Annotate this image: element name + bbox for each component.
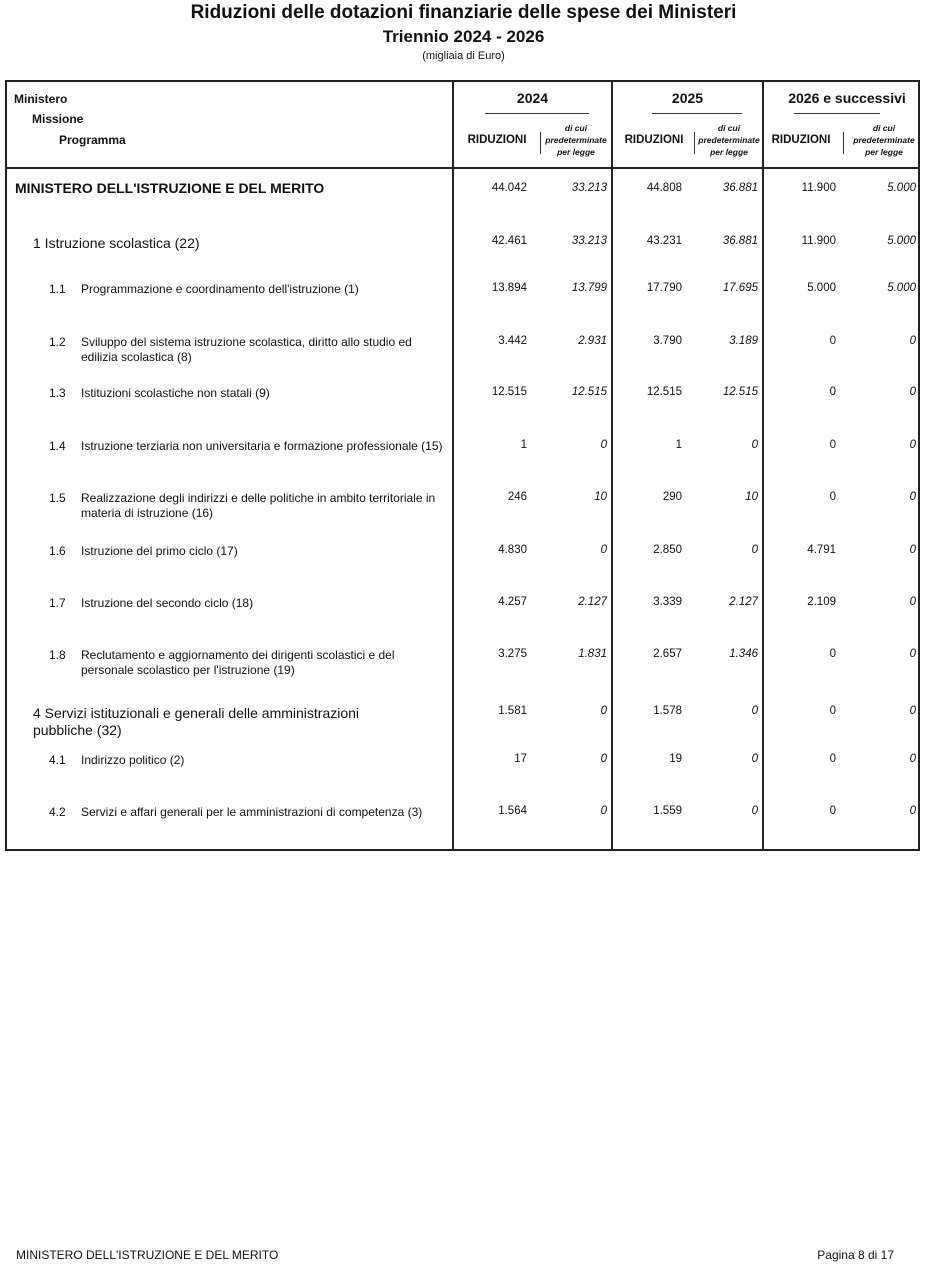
header-riduzioni-2026: RIDUZIONI <box>771 134 831 146</box>
table-cell-value: 0 <box>909 648 916 660</box>
table-cell-value: 0 <box>751 544 758 556</box>
unit-note: (migliaia di Euro) <box>422 50 505 62</box>
col-divider <box>611 82 613 849</box>
table-cell-value: 42.461 <box>491 235 527 247</box>
programma-description: Programmazione e coordinamento dell'istruzione (1) <box>81 282 359 296</box>
table-cell-value: 3.189 <box>729 335 758 347</box>
table-cell-value: 0 <box>909 596 916 608</box>
table-cell-value: 2.931 <box>578 335 607 347</box>
programma-description: Servizi e affari generali per le amministrazioni di competenza (3) <box>81 805 423 819</box>
table-cell-value: 36.881 <box>722 235 758 247</box>
table-cell-value: 0 <box>600 705 607 717</box>
programma-description: Realizzazione degli indirizzi e delle politiche in ambito territoriale in materia di istruzione (16) <box>81 491 436 520</box>
table-cell-value: 4.830 <box>498 544 527 556</box>
year-2026: 2026 e successivi <box>788 90 906 106</box>
table-cell-value: 11.900 <box>801 235 836 247</box>
table-cell-value: 0 <box>909 753 916 765</box>
programma-code: 1.8 <box>49 648 66 662</box>
table-cell-value: 4.257 <box>498 596 527 608</box>
table-cell-value: 290 <box>662 491 682 503</box>
header-tick <box>843 132 844 154</box>
programma-code: 1.1 <box>49 282 66 296</box>
table-cell-value: 0 <box>909 544 916 556</box>
table-cell-value: 1.581 <box>498 705 527 717</box>
year-2024: 2024 <box>516 90 549 106</box>
table-cell-value: 33.213 <box>571 182 607 194</box>
table-cell-value: 0 <box>751 753 758 765</box>
header-dicui-2025: di cui predeterminate per legge <box>698 123 760 157</box>
table-cell-value: 5.000 <box>887 282 916 294</box>
programma-code: 4.1 <box>49 753 66 767</box>
table-cell-value: 0 <box>600 805 607 817</box>
table-cell-value: 5.000 <box>887 235 916 247</box>
table-cell-value: 1.578 <box>653 705 682 717</box>
table-cell-value: 0 <box>829 805 836 817</box>
programma-description: Istruzione terziaria non universitaria e formazione professionale (15) <box>81 439 443 453</box>
table-cell-value: 0 <box>909 335 916 347</box>
table-cell-value: 0 <box>909 491 916 503</box>
header-programma: Programma <box>59 133 126 147</box>
year-underline <box>485 113 589 114</box>
table-cell-value: 0 <box>909 439 916 451</box>
table-cell-value: 11.900 <box>801 182 836 194</box>
table-cell-value: 13.894 <box>491 282 527 294</box>
table-cell-value: 1.564 <box>498 805 527 817</box>
header-missione: Missione <box>32 112 84 126</box>
programma-description: Istruzione del primo ciclo (17) <box>81 544 238 558</box>
table-cell-value: 12.515 <box>722 386 758 398</box>
table-cell-value: 2.657 <box>653 648 682 660</box>
table-cell-value: 13.799 <box>571 282 607 294</box>
table-cell-value: 19 <box>669 753 682 765</box>
table-cell-value: 0 <box>600 439 607 451</box>
programma-code: 4.2 <box>49 805 66 819</box>
table-cell-value: 0 <box>909 805 916 817</box>
table-cell-value: 0 <box>600 544 607 556</box>
table-cell-value: 10 <box>745 491 758 503</box>
table-cell-value: 2.850 <box>653 544 682 556</box>
table-cell-value: 3.339 <box>653 596 682 608</box>
programma-code: 1.7 <box>49 596 66 610</box>
footer-ministry: MINISTERO DELL'ISTRUZIONE E DEL MERITO <box>16 1248 279 1262</box>
table-cell-value: 17.695 <box>722 282 758 294</box>
programma-description: Sviluppo del sistema istruzione scolastica, diritto allo studio ed edilizia scolastica (8) <box>81 335 412 364</box>
table-cell-value: 5.000 <box>807 282 836 294</box>
programma-description: Indirizzo politico (2) <box>81 753 185 767</box>
page-title: Riduzioni delle dotazioni finanziarie delle spese dei Ministeri <box>190 2 737 23</box>
table-cell-value: 33.213 <box>571 235 607 247</box>
table-cell-value: 0 <box>829 753 836 765</box>
programma-code: 1.6 <box>49 544 66 558</box>
table-cell-value: 0 <box>829 705 836 717</box>
table-cell-value: 17.790 <box>646 282 682 294</box>
table-cell-value: 4.791 <box>807 544 836 556</box>
table-cell-value: 3.442 <box>498 335 527 347</box>
table-cell-value: 1 <box>675 439 682 451</box>
table-cell-value: 10 <box>594 491 607 503</box>
table-cell-value: 0 <box>829 491 836 503</box>
programma-description: Reclutamento e aggiornamento dei dirigenti scolastici e del personale scolastico per l'istruzione (19) <box>81 648 395 677</box>
reductions-table <box>5 80 920 851</box>
header-tick <box>540 132 541 154</box>
table-cell-value: 1.346 <box>729 648 758 660</box>
col-divider <box>452 82 454 849</box>
ministero-name: MINISTERO DELL'ISTRUZIONE E DEL MERITO <box>15 180 325 196</box>
table-cell-value: 44.808 <box>646 182 682 194</box>
year-2025: 2025 <box>671 90 704 106</box>
table-cell-value: 0 <box>829 386 836 398</box>
missione-label: 1 Istruzione scolastica (22) <box>33 235 200 251</box>
header-riduzioni-2025: RIDUZIONI <box>624 134 684 146</box>
year-underline <box>794 113 880 114</box>
header-ministero: Ministero <box>14 92 68 106</box>
header-dicui-2026: di cui predeterminate per legge <box>853 123 915 157</box>
year-underline <box>652 113 742 114</box>
table-cell-value: 3.790 <box>653 335 682 347</box>
table-cell-value: 0 <box>829 439 836 451</box>
table-cell-value: 17 <box>514 753 527 765</box>
table-cell-value: 2.109 <box>807 596 836 608</box>
table-cell-value: 36.881 <box>722 182 758 194</box>
footer-page-number: Pagina 8 di 17 <box>817 1248 894 1262</box>
table-cell-value: 246 <box>507 491 527 503</box>
col-divider <box>762 82 764 849</box>
programma-code: 1.2 <box>49 335 66 349</box>
table-cell-value: 0 <box>909 705 916 717</box>
table-cell-value: 2.127 <box>729 596 758 608</box>
page-subtitle: Triennio 2024 - 2026 <box>382 27 545 46</box>
table-cell-value: 5.000 <box>887 182 916 194</box>
table-cell-value: 0 <box>751 805 758 817</box>
table-cell-value: 0 <box>751 705 758 717</box>
programma-description: Istituzioni scolastiche non statali (9) <box>81 386 270 400</box>
header-divider <box>7 167 918 169</box>
table-cell-value: 12.515 <box>491 386 527 398</box>
programma-description: Istruzione del secondo ciclo (18) <box>81 596 254 610</box>
table-cell-value: 0 <box>600 753 607 765</box>
header-dicui-2024: di cui predeterminate per legge <box>545 123 607 157</box>
programma-code: 1.3 <box>49 386 66 400</box>
table-cell-value: 0 <box>829 335 836 347</box>
table-cell-value: 12.515 <box>646 386 682 398</box>
table-cell-value: 12.515 <box>571 386 607 398</box>
table-cell-value: 1.559 <box>653 805 682 817</box>
programma-code: 1.5 <box>49 491 66 505</box>
table-cell-value: 43.231 <box>646 235 682 247</box>
table-cell-value: 1 <box>520 439 527 451</box>
table-cell-value: 1.831 <box>578 648 607 660</box>
table-cell-value: 0 <box>909 386 916 398</box>
programma-code: 1.4 <box>49 439 66 453</box>
table-cell-value: 3.275 <box>498 648 527 660</box>
header-riduzioni-2024: RIDUZIONI <box>467 134 527 146</box>
table-cell-value: 2.127 <box>578 596 607 608</box>
table-cell-value: 44.042 <box>491 182 527 194</box>
table-cell-value: 0 <box>829 648 836 660</box>
table-cell-value: 0 <box>751 439 758 451</box>
missione-label: 4 Servizi istituzionali e generali delle amministrazioni pubbliche (32) <box>33 705 360 738</box>
